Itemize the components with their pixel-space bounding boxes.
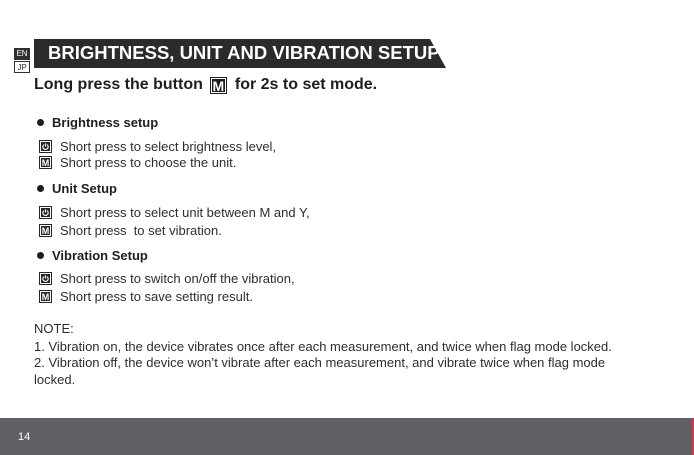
m-key-icon: M xyxy=(39,156,52,169)
item-text: Short press to switch on/off the vibration, xyxy=(60,270,295,286)
footer-bar xyxy=(0,418,692,455)
lang-tab-en[interactable]: EN xyxy=(14,48,30,60)
language-tabs xyxy=(14,48,30,73)
power-icon xyxy=(39,272,52,285)
instruction-text-after: for 2s to set mode. xyxy=(234,76,378,93)
m-key-icon: M xyxy=(39,224,52,237)
item-text: Short press to select brightness level, xyxy=(60,138,277,154)
note-label: NOTE: xyxy=(34,321,74,336)
bullet-icon xyxy=(37,252,44,259)
bullet-icon xyxy=(37,185,44,192)
unit-power-line xyxy=(39,204,310,220)
section-title-text: Vibration Setup xyxy=(52,247,148,263)
note-line-1: 1. Vibration on, the device vibrates once after each measurement, and twice when flag mode locked. xyxy=(34,339,612,354)
vibration-mode-line xyxy=(39,288,253,304)
instruction-line xyxy=(34,73,377,97)
instruction-text-before: Long press the button xyxy=(34,76,203,93)
bullet-icon xyxy=(37,119,44,126)
brightness-power-line xyxy=(39,138,276,154)
lang-tab-jp[interactable]: JP xyxy=(14,61,30,73)
section-title-unit xyxy=(37,180,117,196)
page-title: BRIGHTNESS, UNIT AND VIBRATION SETUP xyxy=(48,42,440,63)
item-text: Short press to choose the unit. xyxy=(60,154,237,170)
page-number: 14 xyxy=(18,431,31,443)
unit-mode-line xyxy=(39,222,222,238)
power-icon xyxy=(39,206,52,219)
item-text: Short press to select unit between M and Y, xyxy=(60,204,310,220)
item-text: Short press to save setting result. xyxy=(60,288,253,304)
m-key-icon: M xyxy=(210,77,227,94)
section-title-brightness xyxy=(37,114,158,130)
section-title-vibration xyxy=(37,247,148,263)
note-line-2-continued: locked. xyxy=(34,372,76,387)
section-title-text: Brightness setup xyxy=(52,114,159,130)
power-icon xyxy=(39,140,52,153)
vibration-power-line xyxy=(39,270,295,286)
m-key-icon: M xyxy=(39,290,52,303)
note-line-2: 2. Vibration off, the device won’t vibrate after each measurement, and vibrate twice when flag mode xyxy=(34,355,606,370)
item-text: Short press to set vibration. xyxy=(60,222,222,238)
brightness-mode-line xyxy=(39,154,236,170)
section-title-text: Unit Setup xyxy=(52,180,117,196)
